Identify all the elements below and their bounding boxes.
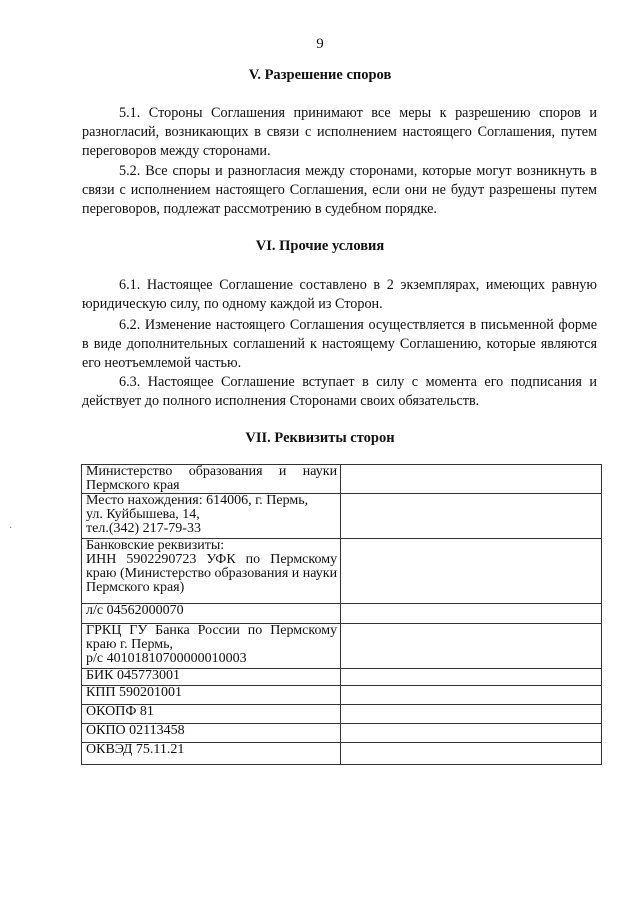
paragraph-5-1: 5.1. Стороны Соглашения принимают все меры к разрешению споров и разногласий, возникающих в связи с исполнением настоящего Соглашения, путем переговоров между сторонами. bbox=[82, 105, 597, 160]
table-row bbox=[82, 604, 602, 624]
paragraph-6-1: 6.1. Настоящее Соглашение составлено в 2 экземплярах, имеющих равную юридическую силу, по одному каждой из Сторон. bbox=[82, 277, 597, 313]
requisites-table bbox=[81, 464, 602, 765]
cell-text: л/с 04562000070 bbox=[86, 603, 184, 618]
empty-cell bbox=[341, 669, 602, 686]
empty-cell bbox=[341, 494, 602, 539]
empty-cell bbox=[341, 743, 602, 765]
paragraph-5-2: 5.2. Все споры и разногласия между сторонами, которые могут возникнуть в связи с исполнением настоящего Соглашения, если они не будут разрешены путем переговоров, подлежат рассмотрению в судебном порядке. bbox=[82, 163, 597, 218]
requisites-cell-okpo bbox=[82, 724, 341, 743]
requisites-cell-bik bbox=[82, 669, 341, 686]
requisites-cell-ministry bbox=[82, 465, 341, 494]
table-row bbox=[82, 724, 602, 743]
empty-cell bbox=[341, 705, 602, 724]
requisites-cell-kpp bbox=[82, 686, 341, 705]
empty-cell bbox=[341, 624, 602, 669]
cell-text: ОКОПФ 81 bbox=[86, 704, 154, 719]
table-row bbox=[82, 465, 602, 494]
empty-cell bbox=[341, 465, 602, 494]
paragraph-6-3: 6.3. Настоящее Соглашение вступает в силу с момента его подписания и действует до полного исполнения Сторонами своих обязательств. bbox=[82, 374, 597, 410]
table-row bbox=[82, 705, 602, 724]
paragraph-6-2: 6.2. Изменение настоящего Соглашения осуществляется в письменной форме в виде дополнительных соглашений к настоящему Соглашению, которые являются его неотъемлемой частью. bbox=[82, 317, 597, 372]
table-row bbox=[82, 686, 602, 705]
cell-text: ОКПО 02113458 bbox=[86, 723, 185, 738]
table-row bbox=[82, 743, 602, 765]
requisites-cell-bank bbox=[82, 624, 341, 669]
empty-cell bbox=[341, 724, 602, 743]
empty-cell bbox=[341, 539, 602, 604]
cell-text: ОКВЭД 75.11.21 bbox=[86, 742, 185, 757]
requisites-cell-okopf bbox=[82, 705, 341, 724]
empty-cell bbox=[341, 604, 602, 624]
requisites-cell-okved bbox=[82, 743, 341, 765]
table-row bbox=[82, 624, 602, 669]
empty-cell bbox=[341, 686, 602, 705]
scan-artifact: · bbox=[9, 523, 13, 534]
requisites-cell-address bbox=[82, 494, 341, 539]
section-6-heading: VI. Прочие условия bbox=[255, 238, 385, 254]
table-row bbox=[82, 494, 602, 539]
section-7-heading: VII. Реквизиты сторон bbox=[245, 430, 395, 446]
page-number: 9 bbox=[316, 36, 324, 52]
cell-text: КПП 590201001 bbox=[86, 685, 183, 700]
cell-text: Банковские реквизиты: ИНН 5902290723 УФК по Пермскому краю (Министерство образования и науки Пермского края) bbox=[86, 538, 338, 595]
requisites-cell-bank-details bbox=[82, 539, 341, 604]
table-row bbox=[82, 669, 602, 686]
cell-text: БИК 045773001 bbox=[86, 668, 180, 683]
cell-text: Министерство образования и науки Пермского края bbox=[86, 464, 338, 493]
cell-text: ГРКЦ ГУ Банка России по Пермскому краю г. Пермь, р/с 40101810700000010003 bbox=[86, 623, 338, 666]
table-row bbox=[82, 539, 602, 604]
requisites-cell-account bbox=[82, 604, 341, 624]
section-5-heading: V. Разрешение споров bbox=[248, 67, 392, 83]
cell-text: Место нахождения: 614006, г. Пермь, ул. Куйбышева, 14, тел.(342) 217-79-33 bbox=[86, 493, 309, 536]
